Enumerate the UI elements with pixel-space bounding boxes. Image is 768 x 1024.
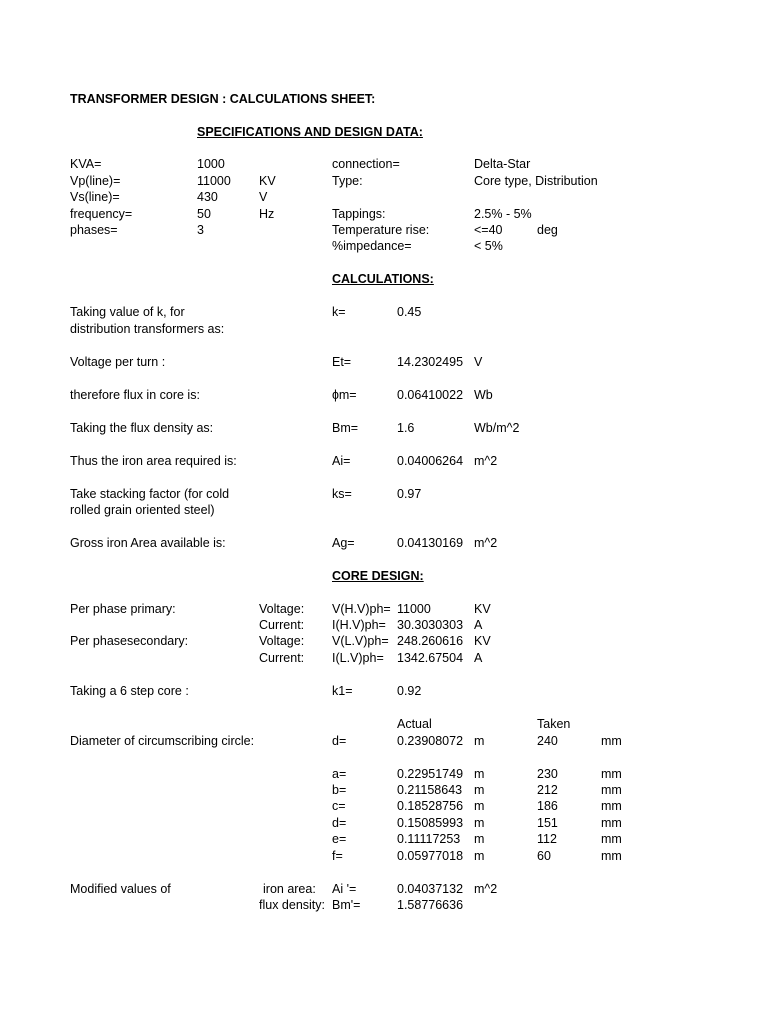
dim-taken: 151 xyxy=(537,816,558,830)
phase-qty: Voltage: xyxy=(259,602,305,616)
dim-unit-actual: m xyxy=(474,832,485,846)
dim-symbol: b= xyxy=(332,783,347,797)
calc-symbol: Et= xyxy=(332,355,352,369)
calc-value: 1.6 xyxy=(397,421,415,435)
diameter-unit-actual: m xyxy=(474,734,485,748)
calc-desc: Taking value of k, for xyxy=(70,305,185,319)
calc-desc: therefore flux in core is: xyxy=(70,388,200,402)
phase-desc: Per phase primary: xyxy=(70,602,176,616)
phase-unit: KV xyxy=(474,602,491,616)
phase-symbol: I(H.V)ph= xyxy=(332,618,386,632)
diameter-symbol: d= xyxy=(332,734,347,748)
modified-value: 1.58776636 xyxy=(397,898,464,912)
phase-qty: Current: xyxy=(259,651,305,665)
calc-desc: rolled grain oriented steel) xyxy=(70,503,215,517)
dim-taken: 112 xyxy=(537,832,557,846)
modified-symbol: Bm'= xyxy=(332,898,361,912)
dim-taken: 60 xyxy=(537,849,551,863)
phase-symbol: I(L.V)ph= xyxy=(332,651,384,665)
phase-value: 30.3030303 xyxy=(397,618,464,632)
dim-actual: 0.21158643 xyxy=(397,783,463,797)
spec-value: 430 xyxy=(197,190,218,204)
phase-symbol: V(L.V)ph= xyxy=(332,634,389,648)
diameter-actual: 0.23908072 xyxy=(397,734,464,748)
calc-symbol: Ag= xyxy=(332,536,355,550)
phase-value: 248.260616 xyxy=(397,634,464,648)
calc-symbol: ks= xyxy=(332,487,352,501)
calc-unit: V xyxy=(474,355,483,369)
modified-desc: Modified values of xyxy=(70,882,171,896)
calc-unit: Wb/m^2 xyxy=(474,421,520,435)
dim-taken: 186 xyxy=(537,799,558,813)
spec-label: connection= xyxy=(332,157,400,171)
calc-desc: Gross iron Area available is: xyxy=(70,536,226,550)
dim-taken: 212 xyxy=(537,783,558,797)
dim-unit-actual: m xyxy=(474,783,485,797)
spec-label: phases= xyxy=(70,223,118,237)
dim-actual: 0.15085993 xyxy=(397,816,464,830)
calc-desc: Voltage per turn : xyxy=(70,355,166,369)
calc-value: 0.97 xyxy=(397,487,422,501)
modified-qty: iron area: xyxy=(263,882,316,896)
spec-unit: Hz xyxy=(259,207,275,221)
calc-heading: CALCULATIONS: xyxy=(332,272,434,286)
phase-value: 11000 xyxy=(397,602,431,616)
dim-symbol: d= xyxy=(332,816,347,830)
dim-taken: 230 xyxy=(537,767,558,781)
calc-symbol: ɸm= xyxy=(332,388,357,402)
calc-symbol: k= xyxy=(332,305,346,319)
dim-actual: 0.18528756 xyxy=(397,799,464,813)
step-symbol: k1= xyxy=(332,684,353,698)
dim-unit-taken: mm xyxy=(601,783,622,797)
dim-symbol: a= xyxy=(332,767,347,781)
step-value: 0.92 xyxy=(397,684,422,698)
calc-unit: m^2 xyxy=(474,454,498,468)
dim-symbol: c= xyxy=(332,799,346,813)
spec-label: Tappings: xyxy=(332,207,386,221)
phase-symbol: V(H.V)ph= xyxy=(332,602,391,616)
dim-unit-taken: mm xyxy=(601,832,622,846)
spec-heading: SPECIFICATIONS AND DESIGN DATA: xyxy=(197,125,423,139)
column-header-taken: Taken xyxy=(537,717,571,731)
dim-unit-actual: m xyxy=(474,816,485,830)
phase-qty: Current: xyxy=(259,618,305,632)
document-title: TRANSFORMER DESIGN : CALCULATIONS SHEET: xyxy=(70,92,376,106)
dim-actual: 0.22951749 xyxy=(397,767,464,781)
spec-label: KVA= xyxy=(70,157,102,171)
spec-unit: V xyxy=(259,190,268,204)
calc-symbol: Bm= xyxy=(332,421,359,435)
phase-desc: Per phasesecondary: xyxy=(70,634,189,648)
spec-label: Type: xyxy=(332,174,363,188)
calc-symbol: Ai= xyxy=(332,454,351,468)
modified-qty: flux density: xyxy=(259,898,326,912)
spec-unit: KV xyxy=(259,174,276,188)
dim-unit-actual: m xyxy=(474,767,485,781)
dim-unit-actual: m xyxy=(474,799,485,813)
spec-value: < 5% xyxy=(474,239,503,253)
dim-unit-actual: m xyxy=(474,849,485,863)
phase-unit: A xyxy=(474,618,483,632)
calc-desc: Taking the flux density as: xyxy=(70,421,214,435)
dim-unit-taken: mm xyxy=(601,799,622,813)
phase-unit: KV xyxy=(474,634,491,648)
column-header-actual: Actual xyxy=(397,717,432,731)
dim-actual: 0.05977018 xyxy=(397,849,464,863)
dim-unit-taken: mm xyxy=(601,767,622,781)
calc-value: 14.2302495 xyxy=(397,355,464,369)
spec-value: Core type, Distribution xyxy=(474,174,598,188)
dim-unit-taken: mm xyxy=(601,816,622,830)
spec-unit: deg xyxy=(537,223,558,237)
phase-qty: Voltage: xyxy=(259,634,305,648)
spec-label: Vp(line)= xyxy=(70,174,121,188)
dim-actual: 0.11117253 xyxy=(397,832,461,846)
spec-value: 1000 xyxy=(197,157,225,171)
spec-label: Temperature rise: xyxy=(332,223,430,237)
calc-value: 0.06410022 xyxy=(397,388,464,402)
step-desc: Taking a 6 step core : xyxy=(70,684,189,698)
spec-label: %impedance= xyxy=(332,239,412,253)
phase-unit: A xyxy=(474,651,483,665)
spec-value: 3 xyxy=(197,223,204,237)
dim-symbol: f= xyxy=(332,849,343,863)
calc-unit: Wb xyxy=(474,388,493,402)
calc-value: 0.04006264 xyxy=(397,454,464,468)
phase-value: 1342.67504 xyxy=(397,651,464,665)
spec-value: <=40 xyxy=(474,223,503,237)
calc-value: 0.45 xyxy=(397,305,422,319)
modified-value: 0.04037132 xyxy=(397,882,464,896)
spec-value: Delta-Star xyxy=(474,157,531,171)
diameter-taken: 240 xyxy=(537,734,558,748)
spec-value: 50 xyxy=(197,207,211,221)
calc-desc: distribution transformers as: xyxy=(70,322,225,336)
spec-label: frequency= xyxy=(70,207,133,221)
diameter-desc: Diameter of circumscribing circle: xyxy=(70,734,255,748)
modified-symbol: Ai '= xyxy=(332,882,357,896)
dim-symbol: e= xyxy=(332,832,347,846)
calc-unit: m^2 xyxy=(474,536,498,550)
calc-desc: Thus the iron area required is: xyxy=(70,454,237,468)
calc-value: 0.04130169 xyxy=(397,536,464,550)
dim-unit-taken: mm xyxy=(601,849,622,863)
diameter-unit-taken: mm xyxy=(601,734,622,748)
calc-desc: Take stacking factor (for cold xyxy=(70,487,230,501)
spec-value: 2.5% - 5% xyxy=(474,207,532,221)
core-heading: CORE DESIGN: xyxy=(332,569,424,583)
spec-value: 11000 xyxy=(197,174,231,188)
spec-label: Vs(line)= xyxy=(70,190,120,204)
modified-unit: m^2 xyxy=(474,882,498,896)
